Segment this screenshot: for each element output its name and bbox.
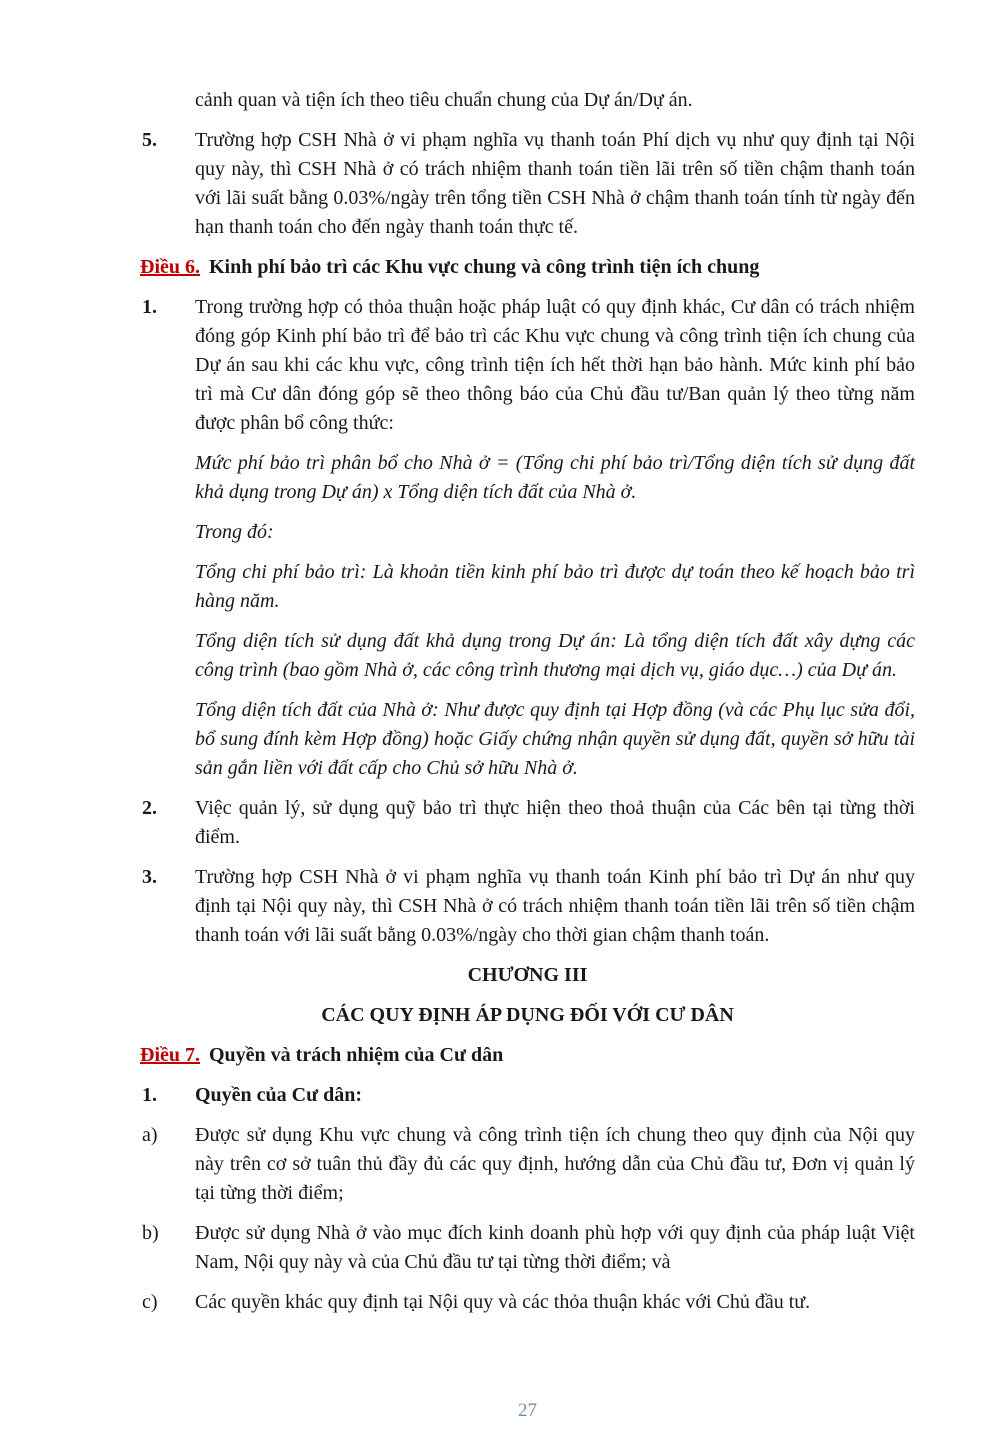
article-7-subitem-c-text: Các quyền khác quy định tại Nội quy và các thỏa thuận khác với Chủ đầu tư. <box>195 1291 811 1313</box>
page-number: 27 <box>518 1400 537 1421</box>
maintenance-fee-formula: Mức phí bảo trì phân bổ cho Nhà ở = (Tổng chi phí bảo trì/Tổng diện tích sử dụng đất khả dụng trong Dự án) x Tổng diện tích đất của Nhà ở. <box>195 452 915 503</box>
article-6-item-1-number: 1. <box>142 296 157 318</box>
chapter-3-title: CÁC QUY ĐỊNH ÁP DỤNG ĐỐI VỚI CƯ DÂN <box>321 1004 734 1026</box>
clause-5-text: Trường hợp CSH Nhà ở vi phạm nghĩa vụ thanh toán Phí dịch vụ như quy định tại Nội quy này, thì CSH Nhà ở có trách nhiệm thanh toán tiền lãi trên số tiền chậm thanh toán với lãi suất bằng 0.03%/ngày trên tổng tiền CSH Nhà ở chậm thanh toán tính từ ngày đến hạn thanh toán cho đến ngày thanh toán thực tế. <box>195 129 915 238</box>
article-7-label: Điều 7. <box>140 1044 200 1066</box>
article-7-item-1-number: 1. <box>142 1084 157 1106</box>
article-7-title: Quyền và trách nhiệm của Cư dân <box>209 1044 504 1066</box>
article-7-subitem-c <box>140 1288 915 1317</box>
article-6-heading <box>140 253 915 282</box>
article-6-item-3-number: 3. <box>142 866 157 888</box>
article-6-item-2-number: 2. <box>142 797 157 819</box>
article-6-item-1-text: Trong trường hợp có thỏa thuận hoặc pháp luật có quy định khác, Cư dân có trách nhiệm đóng góp Kinh phí bảo trì để bảo trì các Khu vực chung và công trình tiện ích chung của Dự án sau khi các khu vực, công trình tiện ích hết thời hạn bảo hành. Mức kinh phí bảo trì mà Cư dân đóng góp sẽ theo thông báo của Chủ đầu tư/Ban quản lý theo từng năm được phân bổ công thức: <box>195 296 915 434</box>
definition-lead-in: Trong đó: <box>195 521 274 543</box>
article-6-item-2-text: Việc quản lý, sử dụng quỹ bảo trì thực hiện theo thoả thuận của Các bên tại từng thời điểm. <box>195 797 915 848</box>
article-7-subitem-c-letter: c) <box>142 1291 158 1313</box>
article-7-subitem-a-text: Được sử dụng Khu vực chung và công trình tiện ích chung theo quy định của Nội quy này trên cơ sở tuân thủ đầy đủ các quy định, hướng dẫn của Chủ đầu tư, Đơn vị quản lý tại từng thời điểm; <box>195 1124 915 1204</box>
definition-total-usable-land-area: Tổng diện tích sử dụng đất khả dụng trong Dự án: Là tổng diện tích đất xây dựng các công trình (bao gồm Nhà ở, các công trình thương mại dịch vụ, giáo dục…) của Dự án. <box>195 630 915 681</box>
article-7-heading <box>140 1041 915 1070</box>
article-6-item-3-text: Trường hợp CSH Nhà ở vi phạm nghĩa vụ thanh toán Kinh phí bảo trì Dự án như quy định tại Nội quy này, thì CSH Nhà ở có trách nhiệm thanh toán tiền lãi trên số tiền chậm thanh toán với lãi suất bằng 0.03%/ngày cho thời gian chậm thanh toán. <box>195 866 915 946</box>
clause-5 <box>140 126 915 242</box>
document-body <box>140 86 915 1328</box>
article-7-item-1-text: Quyền của Cư dân: <box>195 1084 363 1106</box>
article-7-subitem-b-letter: b) <box>142 1222 159 1244</box>
clause-5-number: 5. <box>142 129 157 151</box>
article-7-subitem-b <box>140 1219 915 1277</box>
article-7-subitem-a <box>140 1121 915 1208</box>
article-6-item-2 <box>140 794 915 852</box>
definition-house-land-area: Tổng diện tích đất của Nhà ở: Như được quy định tại Hợp đồng (và các Phụ lục sửa đổi, bổ sung đính kèm Hợp đồng) hoặc Giấy chứng nhận quyền sử dụng đất, quyền sở hữu tài sản gắn liền với đất cấp cho Chủ sở hữu Nhà ở. <box>195 699 915 779</box>
continuation-paragraph: cảnh quan và tiện ích theo tiêu chuẩn chung của Dự án/Dự án. <box>195 89 693 111</box>
article-7-subitem-b-text: Được sử dụng Nhà ở vào mục đích kinh doanh phù hợp với quy định của pháp luật Việt Nam, Nội quy này và của Chủ đầu tư tại từng thời điểm; và <box>195 1222 915 1273</box>
article-6-label: Điều 6. <box>140 256 200 278</box>
article-7-item-1 <box>140 1081 915 1110</box>
article-7-subitem-a-letter: a) <box>142 1124 158 1146</box>
chapter-3-heading: CHƯƠNG III <box>467 964 588 986</box>
definition-total-maintenance-cost: Tổng chi phí bảo trì: Là khoản tiền kinh phí bảo trì được dự toán theo kế hoạch bảo trì hàng năm. <box>195 561 915 612</box>
article-6-item-3 <box>140 863 915 950</box>
article-6-item-1 <box>140 293 915 438</box>
article-6-title: Kinh phí bảo trì các Khu vực chung và công trình tiện ích chung <box>209 256 760 278</box>
